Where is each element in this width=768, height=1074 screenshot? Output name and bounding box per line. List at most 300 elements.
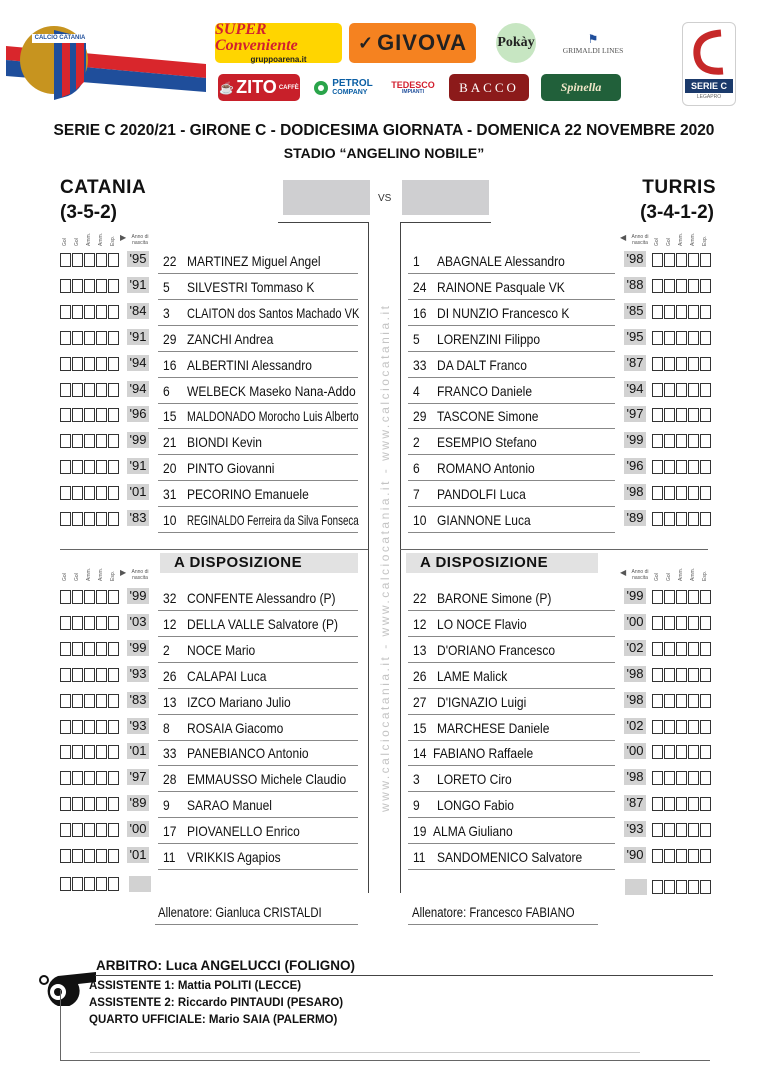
home-frame-line — [368, 223, 369, 893]
away-player-year: '90 — [624, 847, 646, 863]
home-player-underline — [158, 273, 358, 274]
home-player-year: '91 — [127, 277, 149, 293]
home-player-year: '95 — [127, 251, 149, 267]
away-player-number: 24 — [413, 278, 427, 295]
away-player-underline — [408, 454, 615, 455]
home-player-boxes — [60, 823, 120, 837]
away-player-number: 22 — [413, 590, 427, 606]
home-player-boxes — [60, 305, 120, 319]
away-player-number: 33 — [413, 356, 427, 373]
away-player-number: 1 — [413, 253, 420, 269]
home-player-underline — [158, 299, 358, 300]
away-player-name: LORENZINI Filippo — [437, 330, 541, 347]
home-player-number: 6 — [163, 382, 170, 399]
assistant-1: ASSISTENTE 1: Mattia POLITI (LECCE) — [89, 980, 302, 992]
home-player-underline — [158, 532, 358, 533]
away-player-boxes — [652, 486, 712, 500]
home-player-boxes — [60, 512, 120, 526]
home-player-boxes — [60, 694, 120, 708]
col-label: Amm. — [690, 232, 696, 246]
col-label: Gol — [62, 573, 68, 581]
home-player-boxes — [60, 849, 120, 863]
col-label: Amm. — [98, 232, 104, 246]
home-player-number: 32 — [163, 590, 177, 606]
home-player-name: PINTO Giovanni — [187, 460, 275, 477]
away-player-number: 29 — [413, 408, 427, 425]
away-player-underline — [408, 351, 615, 352]
home-player-boxes — [60, 486, 120, 500]
home-player-name: CALAPAI Luca — [187, 667, 267, 684]
home-player-year: '91 — [127, 329, 149, 345]
home-player-underline — [158, 869, 358, 870]
home-player-number: 31 — [163, 486, 177, 503]
col-label: Amm. — [678, 567, 684, 581]
away-player-underline — [408, 480, 615, 481]
home-player-number: 5 — [163, 278, 170, 295]
home-player-name: PIOVANELLO Enrico — [187, 823, 300, 840]
home-player-year: '94 — [127, 381, 149, 397]
away-player-boxes — [652, 331, 712, 345]
home-player-year: '99 — [127, 640, 149, 656]
home-player-year: '83 — [127, 510, 149, 526]
home-coach: Allenatore: Gianluca CRISTALDI — [158, 905, 322, 920]
away-player-year: '99 — [624, 588, 646, 604]
col-label: Gol — [74, 238, 80, 246]
home-player-number: 9 — [163, 797, 170, 814]
home-player-underline — [158, 610, 358, 611]
away-player-number: 7 — [413, 486, 420, 503]
assistant-2: ASSISTENTE 2: Riccardo PINTAUDI (PESARO) — [89, 997, 344, 1009]
sponsor-tedesco: TEDESCO IMPIANTI — [391, 79, 435, 95]
home-player-number: 21 — [163, 434, 177, 451]
away-player-boxes — [652, 408, 712, 422]
home-player-boxes — [60, 642, 120, 656]
officials-top-line — [95, 975, 713, 976]
match-title: SERIE C 2020/21 - GIRONE C - DODICESIMA GIORNATA - DOMENICA 22 NOVEMBRE 2020 — [53, 122, 715, 139]
away-player-year: '00 — [624, 614, 646, 630]
away-player-year: '02 — [624, 718, 646, 734]
col-label: Esp. — [702, 235, 708, 246]
home-player-boxes — [60, 408, 120, 422]
away-player-boxes — [652, 694, 712, 708]
home-player-year: '97 — [127, 769, 149, 785]
home-player-number: 33 — [163, 745, 177, 762]
sponsor-grimaldi: ⚑ GRIMALDI LINES — [562, 31, 624, 55]
home-player-name: EMMAUSSO Michele Claudio — [187, 771, 347, 788]
away-player-number: 4 — [413, 382, 420, 399]
away-player-name: MARCHESE Daniele — [437, 719, 550, 736]
away-player-name: D'ORIANO Francesco — [437, 641, 556, 658]
crest-text: CALCIO CATANIA — [34, 35, 86, 41]
away-player-name: ALMA Giuliano — [433, 823, 513, 840]
away-frame-line — [400, 223, 401, 893]
home-player-underline — [158, 662, 358, 663]
away-player-name: LO NOCE Flavio — [437, 615, 527, 632]
home-player-name: WELBECK Maseko Nana-Addo — [187, 382, 356, 399]
away-player-name: PANDOLFI Luca — [437, 486, 526, 503]
home-player-number: 28 — [163, 771, 177, 788]
away-player-number: 12 — [413, 615, 427, 632]
home-player-boxes — [60, 668, 120, 682]
col-label: Gol — [62, 238, 68, 246]
home-player-boxes — [60, 331, 120, 345]
away-player-underline — [408, 843, 615, 844]
away-frame-top — [400, 222, 491, 223]
home-player-number: 16 — [163, 356, 177, 373]
home-player-underline — [158, 765, 358, 766]
away-section-divider — [400, 549, 708, 550]
home-player-boxes — [60, 616, 120, 630]
club-crest-banner — [6, 20, 206, 100]
officials-bottom-line — [60, 1060, 710, 1061]
away-player-year: '02 — [624, 640, 646, 656]
away-player-name: RAINONE Pasquale VK — [437, 278, 565, 295]
away-player-underline — [408, 273, 615, 274]
col-label: Amm. — [678, 232, 684, 246]
away-player-boxes — [652, 745, 712, 759]
home-player-number: 8 — [163, 719, 170, 736]
home-player-number: 10 — [163, 512, 177, 528]
away-player-boxes — [652, 823, 712, 837]
away-player-boxes — [652, 357, 712, 371]
away-player-number: 27 — [413, 693, 427, 710]
home-player-year: '00 — [127, 821, 149, 837]
away-player-year: '00 — [624, 743, 646, 759]
away-player-year: '98 — [624, 692, 646, 708]
home-player-name: CONFENTE Alessandro (P) — [187, 590, 336, 606]
away-player-underline — [408, 428, 615, 429]
stadium-name: STADIO “ANGELINO NOBILE” — [283, 145, 485, 161]
away-player-boxes — [652, 849, 712, 863]
away-player-name: FABIANO Raffaele — [433, 745, 534, 762]
col-label: Esp. — [702, 570, 708, 581]
away-player-number: 15 — [413, 719, 427, 736]
away-player-number: 19 — [413, 823, 427, 840]
away-player-underline — [408, 506, 615, 507]
away-player-boxes — [652, 590, 712, 604]
home-player-year: '91 — [127, 458, 149, 474]
away-player-name: DA DALT Franco — [437, 356, 527, 373]
away-player-boxes — [652, 720, 712, 734]
home-team-name: CATANIA — [60, 177, 147, 198]
away-player-boxes — [652, 797, 712, 811]
home-player-name: PECORINO Emanuele — [187, 486, 309, 503]
home-player-number: 22 — [163, 253, 177, 269]
home-player-boxes — [60, 745, 120, 759]
year-label: Anno di nascita — [131, 234, 149, 246]
away-player-year: '96 — [624, 458, 646, 474]
home-player-underline — [158, 325, 358, 326]
home-section-divider — [60, 549, 368, 550]
home-player-name: NOCE Mario — [187, 641, 256, 658]
home-player-underline — [158, 740, 358, 741]
away-player-name: D'IGNAZIO Luigi — [437, 693, 527, 710]
away-player-underline — [408, 714, 615, 715]
away-starters-col-labels — [620, 232, 720, 248]
triangle-icon: ◀ — [620, 568, 627, 577]
check-icon: ✓ — [357, 32, 375, 53]
away-player-underline — [408, 403, 615, 404]
away-player-name: TASCONE Simone — [437, 408, 539, 425]
referee: ARBITRO: Luca ANGELUCCI (FOLIGNO) — [96, 958, 355, 973]
home-player-number: 12 — [163, 615, 177, 632]
home-bench-title: A DISPOSIZIONE — [160, 553, 358, 573]
away-extra-row-year — [625, 879, 647, 895]
home-player-number: 17 — [163, 823, 177, 840]
away-player-number: 11 — [413, 849, 426, 865]
away-player-number: 10 — [413, 512, 427, 528]
away-player-number: 13 — [413, 641, 427, 658]
away-player-name: LORETO Ciro — [437, 771, 512, 788]
home-bench-col-labels — [58, 567, 158, 583]
home-player-underline — [158, 506, 358, 507]
home-player-year: '84 — [127, 303, 149, 319]
petrol-logo-icon — [313, 80, 329, 96]
away-player-number: 26 — [413, 667, 427, 684]
away-extra-row-boxes — [652, 880, 712, 894]
home-starters-col-labels — [58, 232, 158, 248]
away-player-number: 6 — [413, 460, 420, 477]
away-player-year: '87 — [624, 795, 646, 811]
home-player-year: '94 — [127, 355, 149, 371]
home-player-name: VRIKKIS Agapios — [187, 849, 281, 865]
away-player-year: '98 — [624, 769, 646, 785]
col-label: Amm. — [690, 567, 696, 581]
sponsor-bacco: BACCO — [449, 74, 529, 101]
col-label: Esp. — [110, 235, 116, 246]
away-player-name: ABAGNALE Alessandro — [437, 253, 565, 269]
col-label: Amm. — [98, 567, 104, 581]
home-player-name: DELLA VALLE Salvatore (P) — [187, 615, 339, 632]
away-player-year: '99 — [624, 432, 646, 448]
col-label: Gol — [74, 573, 80, 581]
sponsor-petrol: PETROL COMPANY — [308, 74, 378, 101]
away-coach-underline — [408, 924, 598, 925]
col-label: Amm. — [86, 567, 92, 581]
home-player-underline — [158, 636, 358, 637]
home-player-year: '99 — [127, 588, 149, 604]
away-player-underline — [408, 869, 615, 870]
home-frame-top — [278, 222, 369, 223]
home-player-name: ALBERTINI Alessandro — [187, 356, 312, 373]
away-player-boxes — [652, 460, 712, 474]
away-player-year: '88 — [624, 277, 646, 293]
away-player-underline — [408, 532, 615, 533]
away-player-underline — [408, 791, 615, 792]
home-player-underline — [158, 843, 358, 844]
league-logo: SERIE C LEGAPRO — [682, 22, 736, 106]
home-player-name: BIONDI Kevin — [187, 434, 262, 451]
away-player-underline — [408, 765, 615, 766]
away-player-boxes — [652, 383, 712, 397]
sponsor-givova: ✓ GIVOVA — [349, 23, 476, 63]
away-player-boxes — [652, 642, 712, 656]
col-label: Gol — [666, 573, 672, 581]
home-player-name: MALDONADO Morocho Luis Alberto — [187, 408, 359, 425]
away-player-boxes — [652, 771, 712, 785]
sponsor-zito: ☕ ZITO CAFFÈ — [218, 74, 300, 101]
away-player-name: BARONE Simone (P) — [437, 590, 552, 606]
home-player-boxes — [60, 434, 120, 448]
home-player-underline — [158, 817, 358, 818]
col-label: Gol — [654, 573, 660, 581]
home-player-name: IZCO Mariano Julio — [187, 693, 291, 710]
home-player-underline — [158, 688, 358, 689]
home-player-boxes — [60, 357, 120, 371]
home-player-name: CLAITON dos Santos Machado VK — [187, 304, 360, 321]
home-player-name: SILVESTRI Tommaso K — [187, 278, 315, 295]
away-player-year: '87 — [624, 355, 646, 371]
home-player-year: '96 — [127, 406, 149, 422]
away-player-boxes — [652, 434, 712, 448]
triangle-icon: ▶ — [120, 233, 127, 242]
home-player-name: ROSAIA Giacomo — [187, 719, 284, 736]
away-player-boxes — [652, 305, 712, 319]
away-player-year: '98 — [624, 666, 646, 682]
away-player-boxes — [652, 668, 712, 682]
home-player-year: '89 — [127, 795, 149, 811]
away-player-number: 16 — [413, 304, 427, 321]
col-label: Esp. — [110, 570, 116, 581]
away-player-name: GIANNONE Luca — [437, 512, 531, 528]
home-player-number: 26 — [163, 667, 177, 684]
year-label: Anno di nascita — [631, 569, 649, 581]
triangle-icon: ▶ — [120, 568, 127, 577]
home-player-year: '93 — [127, 666, 149, 682]
col-label: Amm. — [86, 232, 92, 246]
home-extra-row-year — [129, 876, 151, 892]
vs-label: VS — [378, 193, 392, 204]
home-player-year: '01 — [127, 743, 149, 759]
home-player-underline — [158, 791, 358, 792]
home-formation: (3-5-2) — [60, 202, 118, 223]
triangle-icon: ◀ — [620, 233, 627, 242]
home-player-boxes — [60, 720, 120, 734]
away-player-underline — [408, 740, 615, 741]
away-player-underline — [408, 662, 615, 663]
home-player-underline — [158, 428, 358, 429]
home-player-year: '99 — [127, 432, 149, 448]
away-player-name: ESEMPIO Stefano — [437, 434, 537, 451]
home-player-boxes — [60, 279, 120, 293]
away-player-underline — [408, 299, 615, 300]
home-score-box — [283, 180, 370, 215]
away-player-number: 9 — [413, 797, 420, 814]
sponsor-superconveniente: SUPER Conveniente gruppoarena.it — [215, 23, 342, 63]
home-player-number: 11 — [163, 849, 176, 865]
home-player-number: 2 — [163, 641, 170, 658]
away-bench-title: A DISPOSIZIONE — [406, 553, 598, 573]
sponsor-pokay: Pokày — [484, 21, 548, 65]
away-score-box — [402, 180, 489, 215]
home-player-year: '03 — [127, 614, 149, 630]
home-player-number: 29 — [163, 330, 177, 347]
away-player-underline — [408, 377, 615, 378]
fourth-official: QUARTO UFFICIALE: Mario SAIA (PALERMO) — [89, 1014, 338, 1026]
home-player-boxes — [60, 253, 120, 267]
home-player-boxes — [60, 797, 120, 811]
away-player-year: '97 — [624, 406, 646, 422]
away-player-year: '94 — [624, 381, 646, 397]
home-player-year: '83 — [127, 692, 149, 708]
col-label: Gol — [666, 238, 672, 246]
away-player-name: ROMANO Antonio — [437, 460, 535, 477]
away-player-name: LONGO Fabio — [437, 797, 514, 814]
away-player-number: 2 — [413, 434, 420, 451]
home-player-underline — [158, 480, 358, 481]
home-player-number: 13 — [163, 693, 177, 710]
home-player-boxes — [60, 383, 120, 397]
away-coach: Allenatore: Francesco FABIANO — [412, 905, 575, 920]
home-player-name: MARTINEZ Miguel Angel — [187, 253, 321, 269]
away-player-underline — [408, 325, 615, 326]
away-player-underline — [408, 636, 615, 637]
away-player-underline — [408, 610, 615, 611]
flag-icon: ⚑ — [587, 31, 599, 46]
home-player-name: SARAO Manuel — [187, 797, 272, 814]
away-team-name: TURRIS — [642, 177, 716, 198]
away-player-underline — [408, 817, 615, 818]
away-player-name: LAME Malick — [437, 667, 508, 684]
home-player-name: REGINALDO Ferreira da Silva Fonseca — [187, 512, 359, 528]
col-label: Gol — [654, 238, 660, 246]
away-player-name: DI NUNZIO Francesco K — [437, 304, 570, 321]
away-player-boxes — [652, 253, 712, 267]
home-coach-underline — [155, 924, 358, 925]
away-player-year: '89 — [624, 510, 646, 526]
away-player-number: 3 — [413, 771, 420, 788]
home-player-underline — [158, 351, 358, 352]
away-player-boxes — [652, 512, 712, 526]
away-player-name: FRANCO Daniele — [437, 382, 533, 399]
away-player-underline — [408, 688, 615, 689]
home-player-year: '01 — [127, 484, 149, 500]
cup-icon: ☕ — [219, 80, 235, 95]
home-player-number: 3 — [163, 304, 170, 321]
home-player-underline — [158, 377, 358, 378]
home-player-boxes — [60, 590, 120, 604]
year-label: Anno di nascita — [131, 569, 149, 581]
home-player-year: '01 — [127, 847, 149, 863]
watermark: www.calciocatania.it - www.calciocatania.it - www.calciocatania.it — [378, 303, 392, 812]
away-formation: (3-4-1-2) — [640, 202, 714, 223]
home-extra-row-boxes — [60, 877, 120, 891]
home-player-boxes — [60, 460, 120, 474]
away-bench-col-labels — [620, 567, 720, 583]
home-player-name: ZANCHI Andrea — [187, 330, 274, 347]
home-player-name: PANEBIANCO Antonio — [187, 745, 309, 762]
away-player-boxes — [652, 279, 712, 293]
away-player-year: '93 — [624, 821, 646, 837]
officials-left-line — [60, 990, 61, 1061]
home-player-underline — [158, 403, 358, 404]
home-player-year: '93 — [127, 718, 149, 734]
home-player-boxes — [60, 771, 120, 785]
sponsor-spinella: Spinella — [541, 74, 621, 101]
year-label: Anno di nascita — [631, 234, 649, 246]
away-player-number: 5 — [413, 330, 420, 347]
home-player-number: 20 — [163, 460, 177, 477]
away-player-name: SANDOMENICO Salvatore — [437, 849, 583, 865]
away-player-number: 14 — [413, 745, 427, 762]
home-player-underline — [158, 454, 358, 455]
officials-sign-line — [90, 1052, 640, 1053]
away-player-year: '98 — [624, 484, 646, 500]
home-player-underline — [158, 714, 358, 715]
home-player-number: 15 — [163, 408, 177, 425]
away-player-year: '85 — [624, 303, 646, 319]
away-player-year: '98 — [624, 251, 646, 267]
